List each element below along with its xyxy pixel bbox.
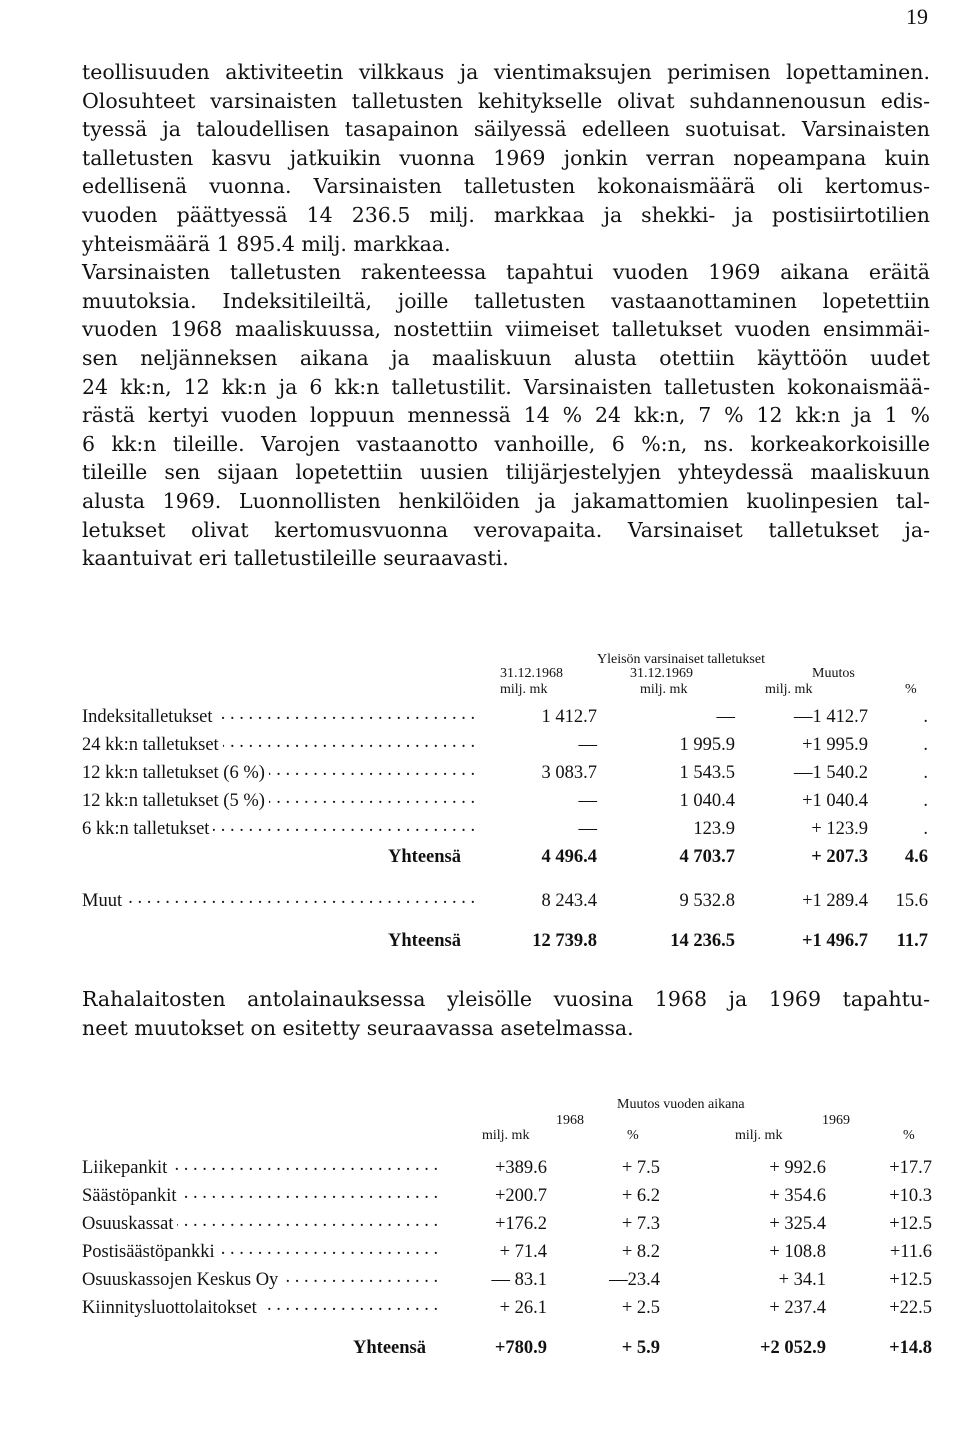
text-line: Rahalaitosten antolainauksessa yleisölle vuosina 1968 ja 1969 tapahtu- bbox=[82, 987, 930, 1011]
table-row bbox=[82, 840, 928, 868]
change-value: —1 412.7 bbox=[794, 707, 868, 727]
table1-col2-unit: milj. mk bbox=[640, 682, 688, 697]
change-1969-value: + 354.6 bbox=[769, 1186, 826, 1206]
text-line: Olosuhteet varsinaisten talletusten kehitykselle olivat suhdannenousun edis- bbox=[82, 88, 930, 113]
change-1969-percent: +22.5 bbox=[889, 1298, 932, 1318]
change-1969-percent: +12.5 bbox=[889, 1270, 932, 1290]
change-1968-value: +176.2 bbox=[494, 1214, 547, 1234]
table2-year2: 1969 bbox=[822, 1113, 850, 1128]
deposits-table bbox=[82, 700, 928, 952]
text-line: kaantuivat eri talletustileille seuraavasti. bbox=[82, 546, 509, 571]
row-label: Osuuskassojen Keskus Oy bbox=[82, 1270, 282, 1290]
table2-unit-1: milj. mk bbox=[482, 1128, 530, 1143]
table-row bbox=[82, 700, 928, 728]
text-line: neet muutokset on esitetty seuraavassa asetelmassa. bbox=[82, 1015, 634, 1040]
table2-year1: 1968 bbox=[556, 1113, 584, 1128]
text-line: sen neljänneksen aikana ja maaliskuun alusta otettiin käyttöön uudet bbox=[82, 345, 930, 370]
value-1969: 123.9 bbox=[693, 819, 735, 839]
text-line: teollisuuden aktiviteetin vilkkaus ja vientimaksujen perimisen lopettaminen. bbox=[82, 60, 930, 84]
change-value: +1 289.4 bbox=[802, 891, 868, 911]
table2-unit-3: milj. mk bbox=[735, 1128, 783, 1143]
change-1968-value: + 26.1 bbox=[499, 1298, 547, 1318]
row-label: 12 kk:n talletukset (5 %) bbox=[82, 791, 269, 811]
change-1969-percent: +11.6 bbox=[889, 1242, 932, 1262]
change-percent: . bbox=[923, 735, 928, 755]
change-value: + 207.3 bbox=[811, 847, 868, 867]
change-1968-percent: + 7.5 bbox=[621, 1158, 660, 1178]
value-1968: — bbox=[578, 735, 597, 755]
page-number: 19 bbox=[906, 4, 928, 29]
row-label-cell bbox=[82, 1179, 442, 1207]
change-1969-percent: +17.7 bbox=[889, 1158, 932, 1178]
change-percent: 11.7 bbox=[896, 931, 928, 951]
change-value: +1 995.9 bbox=[802, 735, 868, 755]
change-1968-percent: + 7.3 bbox=[621, 1214, 660, 1234]
change-1968-value: — 83.1 bbox=[491, 1270, 547, 1290]
table-row bbox=[82, 1263, 932, 1291]
table-row bbox=[82, 912, 928, 952]
value-1969: 1 995.9 bbox=[679, 735, 735, 755]
table2-unit-4: % bbox=[903, 1128, 915, 1143]
row-label-cell bbox=[82, 784, 477, 812]
change-1968-value: +780.9 bbox=[494, 1338, 547, 1358]
table-row bbox=[82, 1235, 932, 1263]
row-label-cell bbox=[82, 868, 477, 912]
change-1969-value: + 108.8 bbox=[769, 1242, 826, 1262]
value-1968: — bbox=[578, 819, 597, 839]
change-1969-percent: +12.5 bbox=[889, 1214, 932, 1234]
lending-table bbox=[82, 1151, 932, 1359]
table-row bbox=[82, 1291, 932, 1319]
change-1969-percent: +10.3 bbox=[889, 1186, 932, 1206]
row-label-cell: Yhteensä bbox=[388, 931, 461, 951]
row-label-cell bbox=[82, 1291, 442, 1319]
text-line: tileille sen sijaan lopetettiin uusien tilijärjestelyjen yhteydessä maaliskuun bbox=[82, 460, 930, 485]
text-line: tyessä ja taloudellisen tasapainon säilyessä edelleen suotuisat. Varsinaisten bbox=[82, 117, 930, 142]
table1-col1-date: 31.12.1968 bbox=[500, 666, 563, 681]
row-label: Osuuskassat bbox=[82, 1214, 177, 1234]
text-line: vuoden päättyessä 14 236.5 milj. markkaa ja shekki- ja postisiirtotilien bbox=[82, 202, 930, 227]
row-label: 12 kk:n talletukset (6 %) bbox=[82, 763, 269, 783]
value-1969: 4 703.7 bbox=[679, 847, 735, 867]
text-line: 24 kk:n, 12 kk:n ja 6 kk:n talletustilit. Varsinaisten talletusten kokonaismää- bbox=[82, 374, 930, 399]
row-label: Kiinnitysluottolaitokset bbox=[82, 1298, 261, 1318]
value-1968: 1 412.7 bbox=[541, 707, 597, 727]
row-label: Indeksitalletukset bbox=[82, 707, 217, 727]
row-label-cell bbox=[82, 812, 477, 840]
change-1969-value: + 34.1 bbox=[778, 1270, 826, 1290]
change-percent: . bbox=[923, 763, 928, 783]
table-row bbox=[82, 812, 928, 840]
table2-super-header: Muutos vuoden aikana bbox=[617, 1097, 745, 1112]
row-label-cell bbox=[82, 728, 477, 756]
row-label: Postisäästöpankki bbox=[82, 1242, 219, 1262]
text-line: vuoden 1968 maaliskuussa, nostettiin viimeiset talletukset vuoden ensimmäi- bbox=[82, 317, 930, 342]
text-line: yhteismäärä 1 895.4 milj. markkaa. bbox=[82, 231, 451, 256]
table-row bbox=[82, 756, 928, 784]
table-row bbox=[82, 868, 928, 912]
body-paragraph-1 bbox=[82, 58, 930, 573]
table-row bbox=[82, 1179, 932, 1207]
change-1968-value: +200.7 bbox=[494, 1186, 547, 1206]
row-label-cell bbox=[82, 1235, 442, 1263]
table-row bbox=[82, 1319, 932, 1359]
change-percent: 15.6 bbox=[895, 891, 928, 911]
row-label-cell bbox=[82, 756, 477, 784]
value-1969: 1 543.5 bbox=[679, 763, 735, 783]
row-label: Säästöpankit bbox=[82, 1186, 181, 1206]
change-value: +1 496.7 bbox=[801, 931, 868, 951]
value-1969: — bbox=[716, 707, 735, 727]
table1-col4-unit: % bbox=[905, 682, 917, 697]
change-value: —1 540.2 bbox=[794, 763, 868, 783]
change-1969-value: +2 052.9 bbox=[759, 1338, 826, 1358]
table-row bbox=[82, 728, 928, 756]
table-row bbox=[82, 784, 928, 812]
value-1969: 1 040.4 bbox=[679, 791, 735, 811]
change-percent: . bbox=[923, 819, 928, 839]
text-line: letukset olivat kertomusvuonna verovapaita. Varsinaiset talletukset ja- bbox=[82, 517, 930, 542]
row-label-cell bbox=[82, 1263, 442, 1291]
table1-col1-unit: milj. mk bbox=[500, 682, 548, 697]
change-1968-percent: —23.4 bbox=[609, 1270, 660, 1290]
table-row bbox=[82, 1151, 932, 1179]
table1-col3-unit: milj. mk bbox=[765, 682, 813, 697]
text-line: talletusten kasvu jatkuikin vuonna 1969 jonkin verran nopeampana kuin bbox=[82, 145, 930, 170]
row-label-cell: Yhteensä bbox=[353, 1338, 426, 1358]
text-line: alusta 1969. Luonnollisten henkilöiden ja jakamattomien kuolinpesien tal- bbox=[82, 488, 930, 513]
change-1968-percent: + 5.9 bbox=[621, 1338, 660, 1358]
text-line: muutoksia. Indeksitileiltä, joille talletusten vastaanottaminen lopetettiin bbox=[82, 288, 930, 313]
change-1968-value: +389.6 bbox=[494, 1158, 547, 1178]
table1-super-header: Yleisön varsinaiset talletukset bbox=[597, 652, 765, 667]
text-line: edellisenä vuonna. Varsinaisten talletusten kokonaismäärä oli kertomus- bbox=[82, 174, 930, 199]
change-percent: . bbox=[923, 791, 928, 811]
change-1969-value: + 325.4 bbox=[769, 1214, 826, 1234]
change-1969-value: + 992.6 bbox=[769, 1158, 826, 1178]
value-1968: 3 083.7 bbox=[541, 763, 597, 783]
text-line: 6 kk:n tileille. Varojen vastaanotto vanhoille, 6 %:n, ns. korkeakorkoisille bbox=[82, 431, 930, 456]
change-value: +1 040.4 bbox=[802, 791, 868, 811]
change-percent: 4.6 bbox=[904, 847, 928, 867]
value-1969: 14 236.5 bbox=[670, 931, 735, 951]
change-1968-percent: + 6.2 bbox=[621, 1186, 660, 1206]
row-label-cell bbox=[82, 700, 477, 728]
text-line: Varsinaisten talletusten rakenteessa tapahtui vuoden 1969 aikana eräitä bbox=[82, 260, 930, 285]
value-1968: 12 739.8 bbox=[532, 931, 597, 951]
table1-col3-title: Muutos bbox=[812, 666, 855, 681]
row-label: 6 kk:n talletukset bbox=[82, 819, 213, 839]
row-label: 24 kk:n talletukset bbox=[82, 735, 223, 755]
text-line: rästä kertyi vuoden loppuun mennessä 14 % 24 kk:n, 7 % 12 kk:n ja 1 % bbox=[82, 403, 930, 428]
row-label: Liikepankit bbox=[82, 1158, 171, 1178]
row-label-cell bbox=[82, 1207, 442, 1235]
change-1969-value: + 237.4 bbox=[769, 1298, 826, 1318]
row-label-cell bbox=[82, 1151, 442, 1179]
value-1968: — bbox=[578, 791, 597, 811]
change-1969-percent: +14.8 bbox=[889, 1338, 932, 1358]
value-1969: 9 532.8 bbox=[679, 891, 735, 911]
table1-col2-date: 31.12.1969 bbox=[630, 666, 693, 681]
table2-unit-2: % bbox=[627, 1128, 639, 1143]
body-paragraph-2 bbox=[82, 985, 930, 1042]
value-1968: 4 496.4 bbox=[541, 847, 597, 867]
row-label-cell: Yhteensä bbox=[388, 847, 461, 867]
change-value: + 123.9 bbox=[811, 819, 868, 839]
table-row bbox=[82, 1207, 932, 1235]
row-label: Muut bbox=[82, 891, 126, 911]
change-percent: . bbox=[923, 707, 928, 727]
value-1968: 8 243.4 bbox=[541, 891, 597, 911]
change-1968-value: + 71.4 bbox=[499, 1242, 547, 1262]
change-1968-percent: + 8.2 bbox=[621, 1242, 660, 1262]
change-1968-percent: + 2.5 bbox=[621, 1298, 660, 1318]
